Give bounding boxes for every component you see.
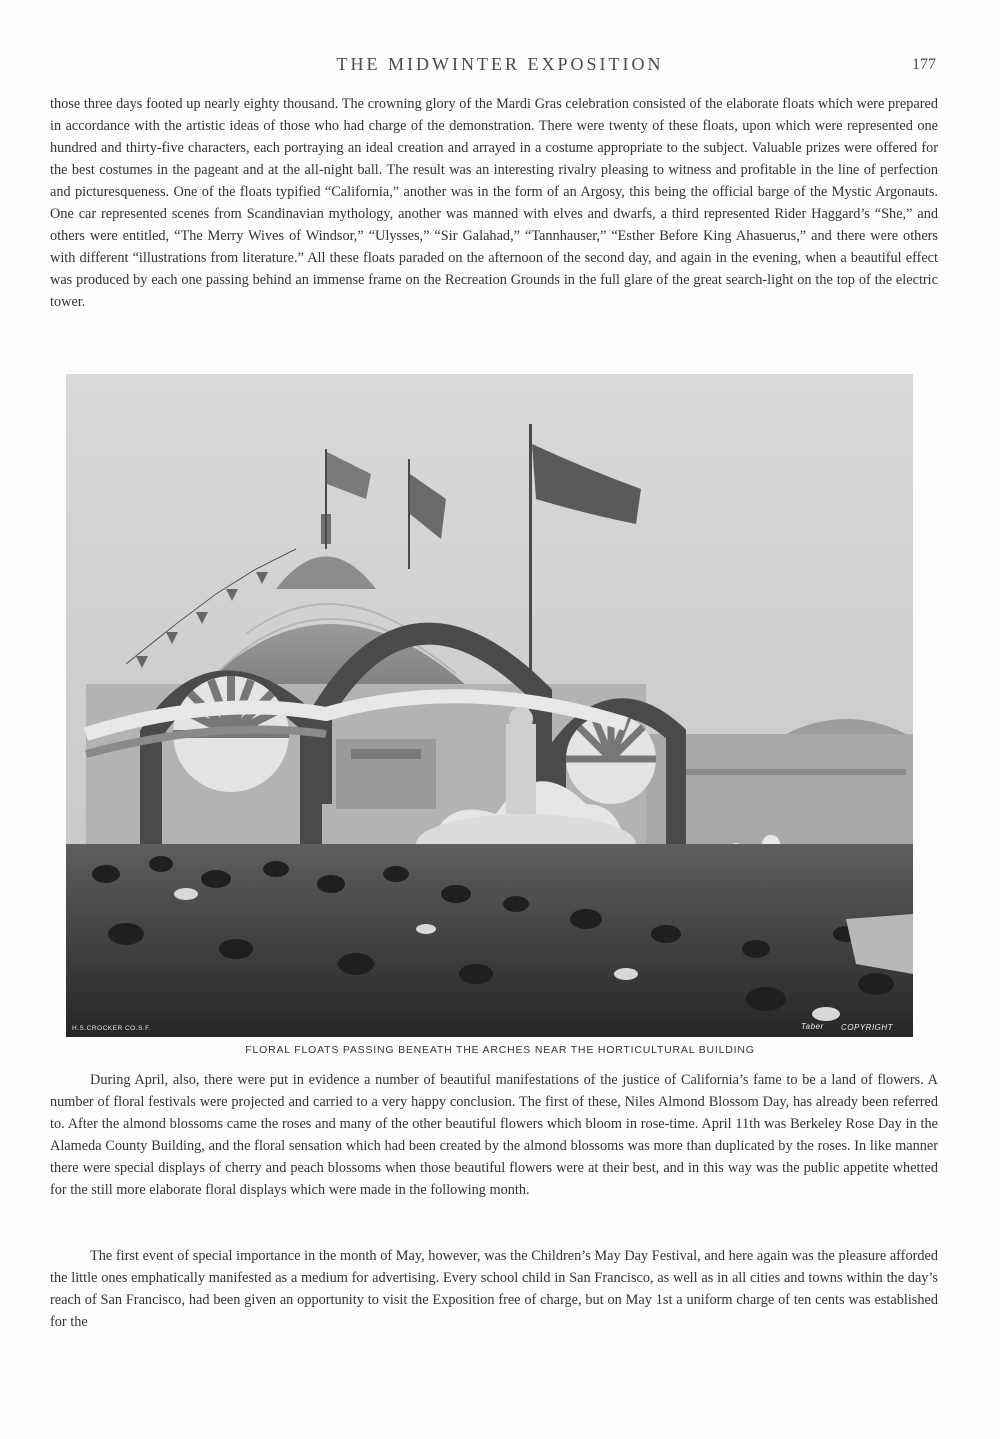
running-title: THE MIDWINTER EXPOSITION (336, 54, 664, 74)
paragraph-mardi-gras: those three days footed up nearly eighty thousand. The crowning glory of the Mardi Gras celebration consisted of the elaborate floats which were prepared in accordance with the artistic ideas of those who had charge of the demonstration. There were twenty of these floats, upon which were represented one hundred and thirty-five characters, each portraying an ideal creation and arrayed in a costume appropriate to the subject. Valuable prizes were offered for the best costumes in the pageant and at the all-night ball. The result was an interesting rivalry pleasing to witness and profitable in the line of perfection and picturesqueness. One of the floats typified “California,” another was in the form of an Argosy, this being the official barge of the Mystic Argonauts. One car represented scenes from Scandinavian mythology, another was manned with elves and dwarfs, a third represented Rider Haggard’s “She,” and others were entitled, “The Merry Wives of Windsor,” “Ulysses,” “Sir Galahad,” “Tannhauser,” “Esther Before King Ahasuerus,” and there were others with different “illustrations from literature.” All these floats paraded on the afternoon of the second day, and again in the evening, when a beautiful effect was produced by each one passing behind an immense frame on the Recreation Grounds in the full glare of the great search-light on the top of the electric tower. (50, 96, 938, 310)
photo-plate (66, 374, 913, 1037)
running-head (0, 52, 1000, 82)
engraver-credit: H.S.CROCKER CO.S.F. (72, 1025, 152, 1032)
figure-caption: FLORAL FLOATS PASSING BENEATH THE ARCHES NEAR THE HORTICULTURAL BUILDING (245, 1044, 755, 1056)
photographer-signature: Taber (801, 1022, 824, 1031)
crowd (66, 844, 913, 1037)
copyright-mark: COPYRIGHT (841, 1023, 894, 1032)
page-number: 177 (912, 56, 936, 73)
paragraph-floral-festivals: During April, also, there were put in evidence a number of beautiful manifestations of the justice of California’s fame to be a land of flowers. A number of floral festivals were projected and carried to a very happy conclusion. The first of these, Niles Almond Blossom Day, has already been referred to. After the almond blossoms came the roses and many of the other beautiful flowers which bloom in rose-time. April 11th was Berkeley Rose Day in the Alameda County Building, and the floral sensation which had been created by the almond blossoms was more than duplicated by the roses. In like manner there were special displays of cherry and peach blossoms when those beautiful flowers were at their best, and in this way was the public appetite whetted for the still more elaborate floral displays which were made in the following month. (50, 1072, 938, 1198)
floral-floats-photograph (66, 374, 913, 1037)
paragraph-may-day: The first event of special importance in the month of May, however, was the Children’s May Day Festival, and here again was the pleasure afforded the little ones emphatically manifested as a medium for advertising. Every school child in San Francisco, as well as in all cities and towns within the day’s reach of San Francisco, had been given an opportunity to visit the Exposition free of charge, but on May 1st a uniform charge of ten cents was established for the (50, 1248, 938, 1330)
distant-buildings (646, 734, 913, 854)
